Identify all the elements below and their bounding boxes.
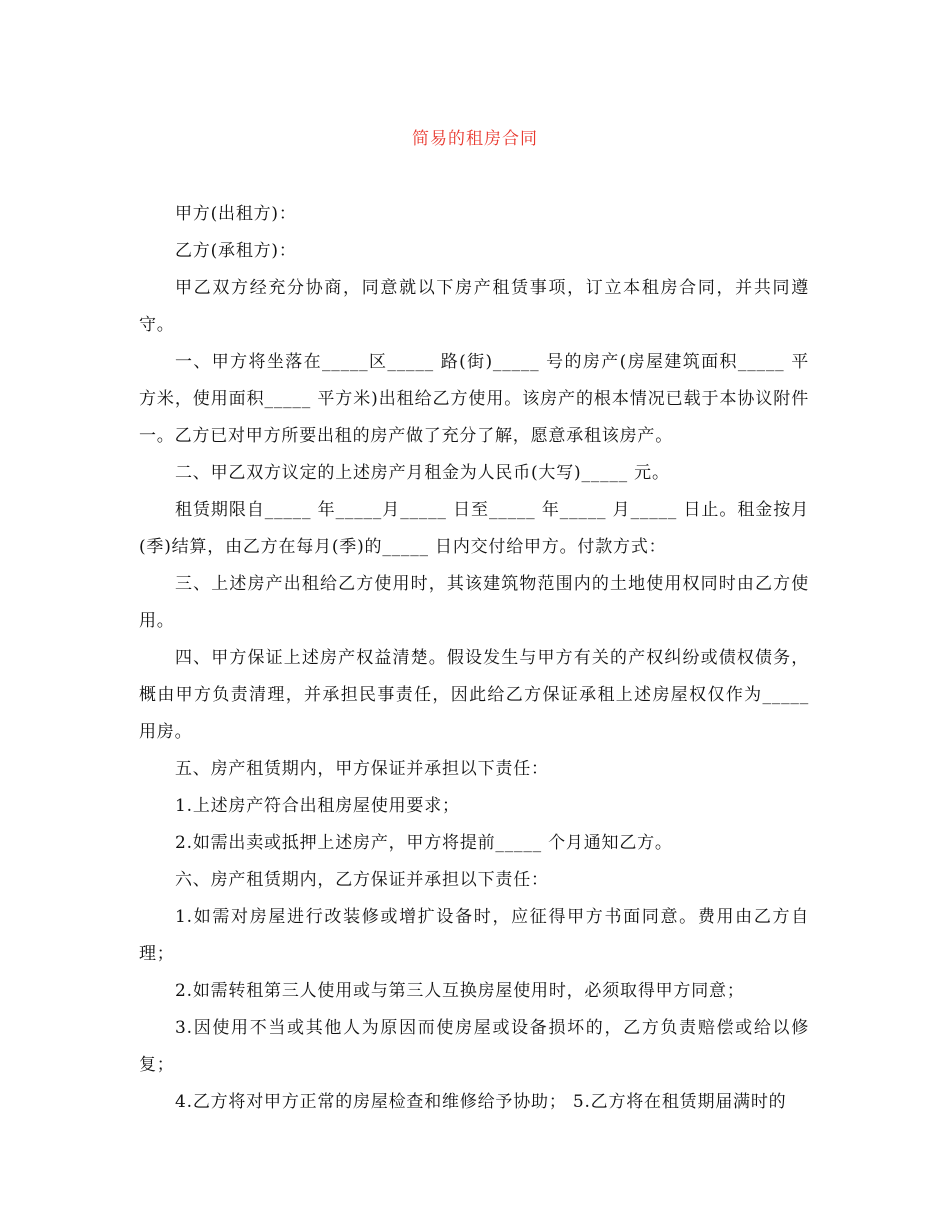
list-item: 1.如需对房屋进行改装修或增扩设备时，应征得甲方书面同意。费用由乙方自理；	[139, 907, 809, 964]
paragraph-lessee: 乙方(承租方)：	[175, 241, 297, 261]
paragraph-lease-term: 租赁期限自_____ 年_____月_____ 日至_____ 年_____ 月_____ 日止。租金按月(季)结算，由乙方在每月(季)的_____ 日内交付给甲方。付款方式：	[139, 500, 809, 557]
paragraph-clause-4: 四、甲方保证上述房产权益清楚。假设发生与甲方有关的产权纠纷或债权债务，概由甲方负责清理，并承担民事责任，因此给乙方保证承租上述房屋权仅作为_____ 用房。	[139, 648, 809, 742]
paragraph-lessor: 甲方(出租方)：	[175, 204, 297, 224]
list-item: 1.上述房产符合出租房屋使用要求；	[175, 796, 460, 816]
paragraph-clause-3: 三、上述房产出租给乙方使用时，其该建筑物范围内的土地使用权同时由乙方使用。	[139, 574, 809, 631]
paragraph-clause-5: 五、房产租赁期内，甲方保证并承担以下责任：	[175, 759, 549, 779]
paragraph-clause-1: 一、甲方将坐落在_____区_____ 路(街)_____ 号的房产(房屋建筑面积_____ 平方米，使用面积_____ 平方米)出租给乙方使用。该房产的根本情况已载于本协议附件一。乙方已对甲方所要出租的房产做了充分了解，愿意承租该房产。	[139, 352, 809, 446]
document-title: 简易的租房合同	[412, 129, 538, 149]
document-body	[139, 196, 809, 1121]
list-item: 4.乙方将对甲方正常的房屋检查和维修给予协助； 5.乙方将在租赁期届满时的	[175, 1092, 787, 1112]
paragraph-preamble: 甲乙双方经充分协商，同意就以下房产租赁事项，订立本租房合同，并共同遵守。	[139, 278, 809, 335]
list-item: 2.如需转租第三人使用或与第三人互换房屋使用时，必须取得甲方同意；	[175, 981, 745, 1001]
paragraph-clause-6: 六、房产租赁期内，乙方保证并承担以下责任：	[175, 870, 549, 890]
list-item: 3.因使用不当或其他人为原因而使房屋或设备损坏的，乙方负责赔偿或给以修复；	[139, 1018, 809, 1075]
paragraph-clause-2: 二、甲乙双方议定的上述房产月租金为人民币(大写)_____ 元。	[175, 463, 670, 483]
list-item: 2.如需出卖或抵押上述房产，甲方将提前_____ 个月通知乙方。	[175, 833, 673, 853]
